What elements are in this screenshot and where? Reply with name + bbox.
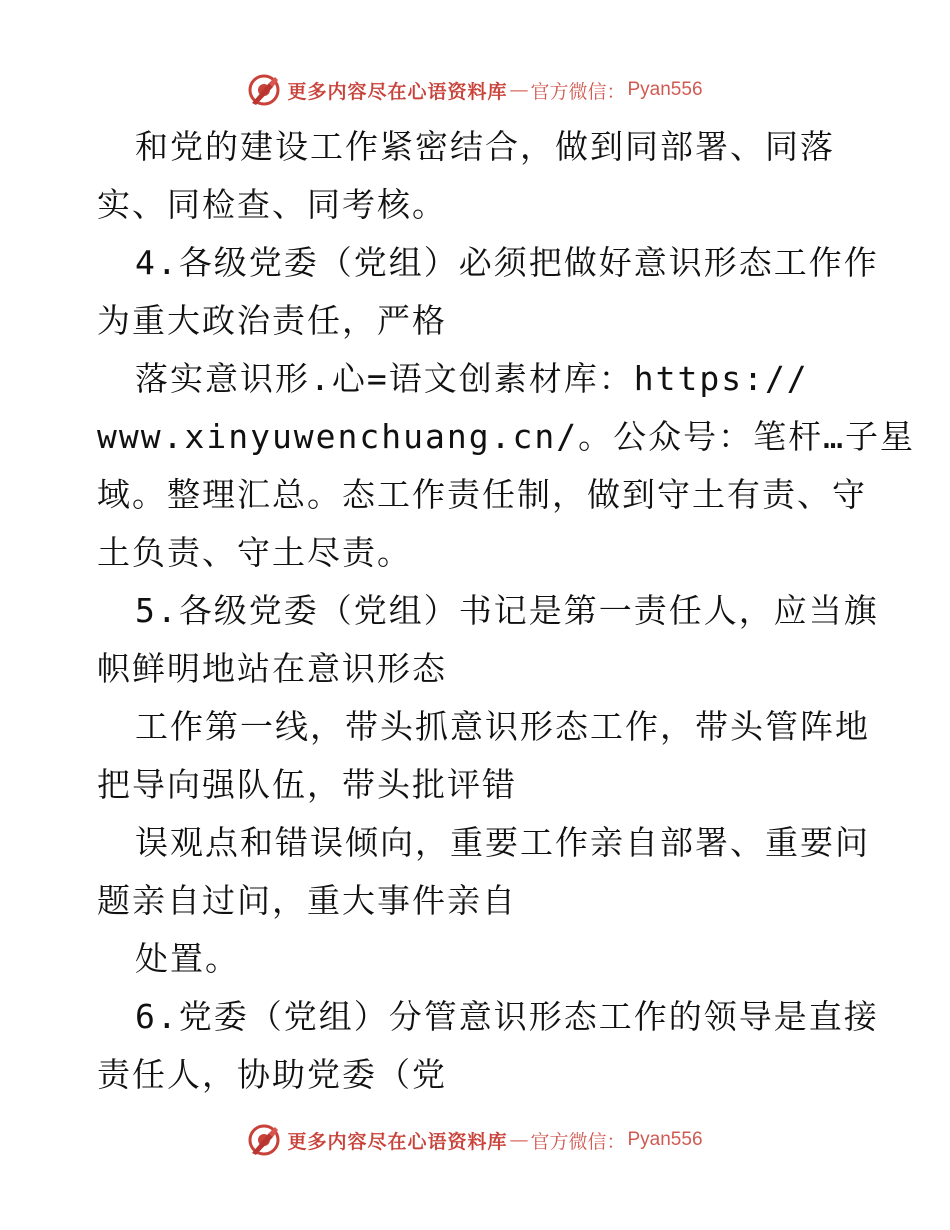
- banner-wechat-id: Pyan556: [627, 79, 703, 100]
- banner-brand-text: 更多内容尽在心语资料库: [287, 80, 508, 103]
- text-line: 土负责、守土尽责。: [97, 533, 412, 572]
- text-line: 帜鲜明地站在意识形态: [97, 649, 447, 688]
- text-line: 实、同检查、同考核。: [97, 185, 447, 224]
- banner-separator: —: [509, 79, 529, 101]
- header-banner: [0, 70, 950, 110]
- text-line: 5.各级党委（党组）书记是第一责任人，应当旗: [135, 591, 879, 630]
- text-line: 把导向强队伍，带头批评错: [97, 765, 517, 804]
- text-line: 落实意识形.心=语文创素材库：https://: [135, 359, 809, 398]
- text-line: 工作第一线，带头抓意识形态工作，带头管阵地: [135, 707, 870, 746]
- pen-logo-icon: [247, 1123, 281, 1157]
- text-line: www.xinyuwenchuang.cn/。公众号：笔杆…子星: [97, 417, 915, 456]
- pen-logo-icon: [247, 73, 281, 107]
- text-line: 处置。: [135, 939, 240, 978]
- banner-wechat-label: 官方微信：: [530, 1130, 626, 1153]
- banner-brand-text: 更多内容尽在心语资料库: [287, 1130, 508, 1153]
- text-line: 为重大政治责任，严格: [97, 301, 447, 340]
- text-line: 责任人，协助党委（党: [97, 1055, 447, 1094]
- text-line: 误观点和错误倾向，重要工作亲自部署、重要问: [135, 823, 870, 862]
- banner-separator: —: [509, 1129, 529, 1151]
- text-line: 题亲自过问，重大事件亲自: [97, 881, 517, 920]
- text-line: 6.党委（党组）分管意识形态工作的领导是直接: [135, 997, 879, 1036]
- footer-banner: [0, 1120, 950, 1160]
- text-line: 4.各级党委（党组）必须把做好意识形态工作作: [135, 243, 879, 282]
- document-body: [97, 118, 915, 1104]
- banner-wechat-label: 官方微信：: [530, 80, 626, 103]
- text-line: 和党的建设工作紧密结合，做到同部署、同落: [135, 127, 835, 166]
- text-line: 域。整理汇总。态工作责任制，做到守土有责、守: [97, 475, 867, 514]
- banner-wechat-id: Pyan556: [627, 1129, 703, 1150]
